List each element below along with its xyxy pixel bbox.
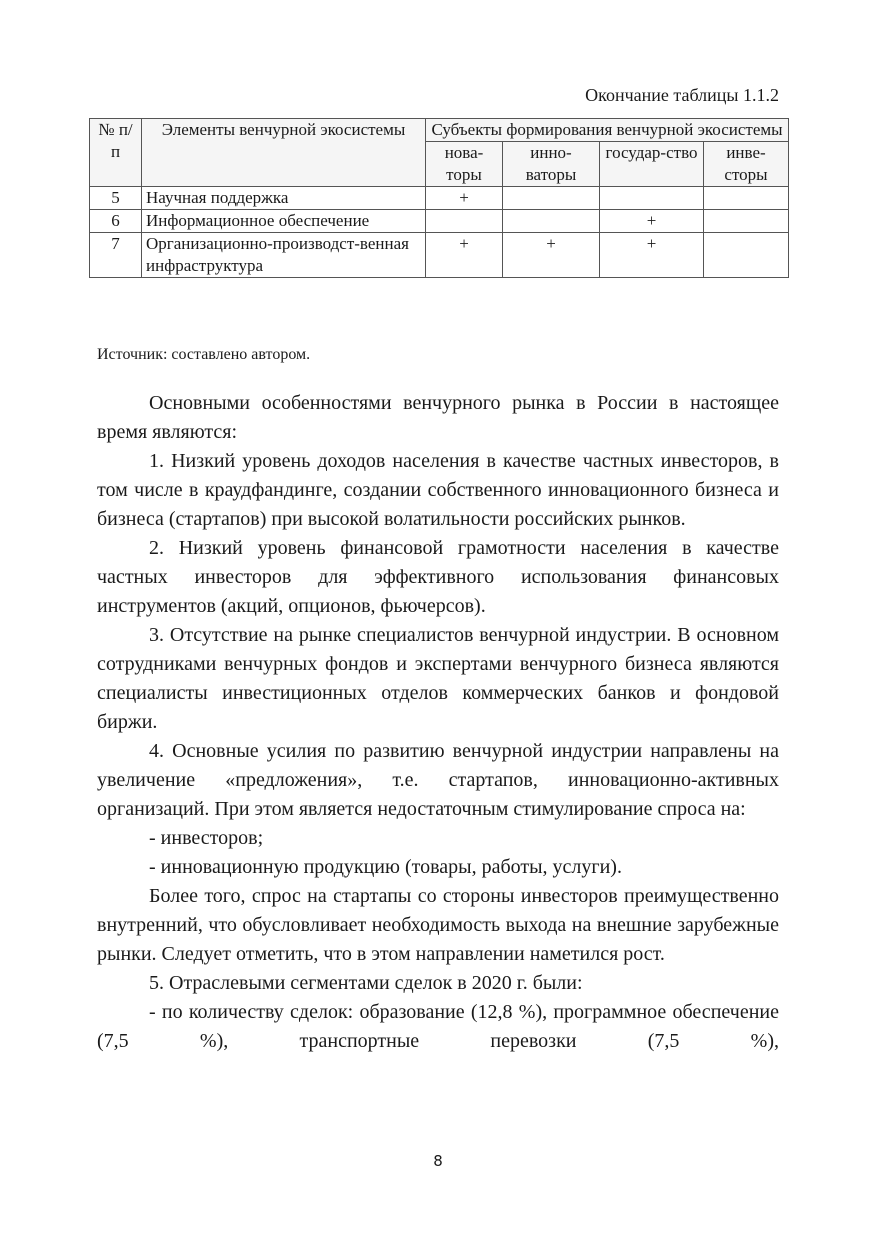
table-caption: Окончание таблицы 1.1.2 [585,85,779,105]
row-cell [600,187,704,210]
row-cell [503,187,600,210]
body-text [97,389,779,1056]
table-row [90,187,789,210]
paragraph: 1. Низкий уровень доходов населения в качестве частных инвесторов, в том числе в краудфандинге, создании собственного инновационного бизнеса и бизнеса (стартапов) при высокой волатильности российских рынков. [97,450,779,530]
paragraph: - инвесторов; [149,827,264,849]
paragraph: 4. Основные усилия по развитию венчурной индустрии направлены на увеличение «предложения», т.е. стартапов, инновационно-активных организаций. При этом является недостаточным стимулирование спроса на: [97,740,779,820]
paragraph: - инновационную продукцию (товары, работы, услуги). [149,856,622,878]
table-header-row [90,119,789,142]
row-cell [704,233,789,278]
ecosystem-table [89,118,789,278]
row-name: Научная поддержка [142,187,426,210]
row-cell [704,187,789,210]
subheader-innovators: инно-ваторы [503,142,600,187]
row-cell: + [426,187,503,210]
subheader-novators: нова-торы [426,142,503,187]
subheader-investors: инве-сторы [704,142,789,187]
row-cell [704,210,789,233]
row-name: Организационно-производст-венная инфраструктура [142,233,426,278]
row-num: 5 [90,187,142,210]
paragraph: Более того, спрос на стартапы со стороны инвесторов преимущественно внутренний, что обусловливает необходимость выхода на внешние зарубежные рынки. Следует отметить, что в этом направлении наметился рост. [97,885,779,965]
row-cell: + [600,233,704,278]
row-cell [426,210,503,233]
paragraph: 2. Низкий уровень финансовой грамотности населения в качестве частных инвесторов для эффективного использования финансовых инструментов (акций, опционов, фьючерсов). [97,537,779,617]
row-cell: + [426,233,503,278]
header-num: № п/п [90,119,142,187]
header-elements: Элементы венчурной экосистемы [142,119,426,187]
paragraph: - по количеству сделок: образование (12,8 %), программное обеспечение (7,5 %), транспортные перевозки (7,5 %), [97,1001,779,1052]
paragraph: 3. Отсутствие на рынке специалистов венчурной индустрии. В основном сотрудниками венчурных фондов и экспертами венчурного бизнеса являются специалисты инвестиционных отделов коммерческих банков и фондовой биржи. [97,624,779,733]
page-number: 8 [433,1152,443,1170]
paragraph: Основными особенностями венчурного рынка в России в настоящее время являются: [97,392,779,443]
table-source-note: Источник: составлено автором. [97,346,311,363]
row-cell: + [503,233,600,278]
paragraph: 5. Отраслевыми сегментами сделок в 2020 г. были: [149,972,583,994]
subheader-state: государ-ство [600,142,704,187]
row-num: 6 [90,210,142,233]
table-row [90,210,789,233]
row-cell [503,210,600,233]
table-row [90,233,789,278]
row-cell: + [600,210,704,233]
header-subjects: Субъекты формирования венчурной экосистемы [426,119,789,142]
row-name: Информационное обеспечение [142,210,426,233]
row-num: 7 [90,233,142,278]
